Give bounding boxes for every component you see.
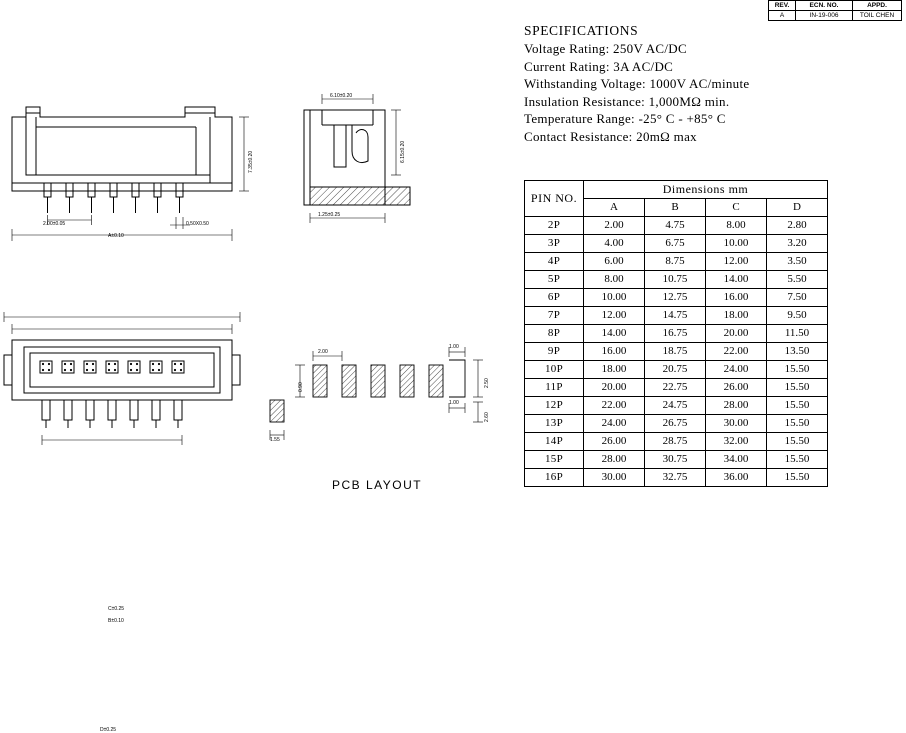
- cell-a: 26.00: [584, 433, 645, 451]
- cell-c: 10.00: [706, 235, 767, 253]
- dimensions-table-header-row-1: [525, 181, 828, 199]
- front-view-pin-dim: 0.50X0.50: [186, 221, 209, 227]
- cell-d: 3.20: [767, 235, 828, 253]
- cell-c: 16.00: [706, 289, 767, 307]
- cell-b: 28.75: [645, 433, 706, 451]
- cell-d: 9.50: [767, 307, 828, 325]
- cell-pin: 3P: [525, 235, 584, 253]
- pcb-layout-caption: PCB LAYOUT: [332, 478, 423, 492]
- cell-d: 3.50: [767, 253, 828, 271]
- cell-b: 16.75: [645, 325, 706, 343]
- cell-d: 15.50: [767, 361, 828, 379]
- cell-b: 26.75: [645, 415, 706, 433]
- revision-cell-ecn: IN-19-006: [796, 11, 853, 21]
- spec-voltage-rating: Voltage Rating: 250V AC/DC: [524, 41, 687, 56]
- cell-b: 4.75: [645, 217, 706, 235]
- cell-d: 7.50: [767, 289, 828, 307]
- spec-temperature-range: Temperature Range: -25° C - +85° C: [524, 111, 726, 126]
- side-view-base-dim: 1.25±0.25: [318, 212, 341, 218]
- side-view-height-dim: 6.15±0.20: [400, 140, 406, 163]
- cell-a: 22.00: [584, 397, 645, 415]
- dimensions-header-c: C: [706, 199, 767, 217]
- cell-c: 28.00: [706, 397, 767, 415]
- dimensions-header-group: Dimensions mm: [584, 181, 828, 199]
- cell-a: 8.00: [584, 271, 645, 289]
- cell-c: 18.00: [706, 307, 767, 325]
- revision-header-appd: APPD.: [853, 1, 902, 11]
- cell-pin: 5P: [525, 271, 584, 289]
- table-row: [525, 451, 828, 469]
- dimensions-header-a: A: [584, 199, 645, 217]
- pcb-right-bottom-dim: 2.60: [484, 412, 490, 422]
- cell-pin: 6P: [525, 289, 584, 307]
- cell-c: 32.00: [706, 433, 767, 451]
- cell-a: 6.00: [584, 253, 645, 271]
- cell-pin: 13P: [525, 415, 584, 433]
- spec-current-rating: Current Rating: 3A AC/DC: [524, 58, 674, 74]
- pcb-pitch-dim: 2.00: [318, 349, 328, 355]
- cell-a: 10.00: [584, 289, 645, 307]
- revision-block: [768, 0, 902, 21]
- table-row: [525, 415, 828, 433]
- table-row: [525, 307, 828, 325]
- cell-d: 13.50: [767, 343, 828, 361]
- table-row: [525, 361, 828, 379]
- front-view-height-dim: 7.35±0.20: [248, 150, 254, 173]
- table-row: [525, 253, 828, 271]
- table-row: [525, 271, 828, 289]
- front-view-pitch-dim: 2.00±0.05: [43, 221, 66, 227]
- bottom-view-c-dim: C±0.25: [108, 606, 125, 612]
- pcb-right-top-dim: 1.00: [449, 344, 459, 350]
- cell-a: 16.00: [584, 343, 645, 361]
- cell-pin: 9P: [525, 343, 584, 361]
- cell-c: 8.00: [706, 217, 767, 235]
- revision-cell-appd: TOIL CHEN: [853, 11, 902, 21]
- revision-row: [769, 11, 902, 21]
- specifications-title: SPECIFICATIONS: [524, 23, 639, 38]
- cell-b: 14.75: [645, 307, 706, 325]
- cell-c: 12.00: [706, 253, 767, 271]
- pcb-pad-width-dim: 0.90: [298, 382, 304, 392]
- cell-c: 14.00: [706, 271, 767, 289]
- cell-d: 2.80: [767, 217, 828, 235]
- spec-contact-resistance: Contact Resistance: 20mΩ max: [524, 128, 697, 144]
- cell-pin: 8P: [525, 325, 584, 343]
- revision-cell-rev: A: [769, 11, 796, 21]
- table-row: [525, 325, 828, 343]
- dimensions-header-pin-no: PIN NO.: [525, 181, 584, 217]
- cell-d: 15.50: [767, 469, 828, 487]
- cell-a: 28.00: [584, 451, 645, 469]
- pcb-layout-drawing: [250, 340, 510, 470]
- side-view-drawing: [290, 85, 440, 230]
- cell-d: 5.50: [767, 271, 828, 289]
- cell-c: 22.00: [706, 343, 767, 361]
- table-row: [525, 397, 828, 415]
- pcb-right-small-dim: 1.00: [449, 400, 459, 406]
- dimensions-header-b: B: [645, 199, 706, 217]
- cell-b: 30.75: [645, 451, 706, 469]
- table-row: [525, 235, 828, 253]
- cell-d: 15.50: [767, 451, 828, 469]
- bottom-view-drawing: [0, 295, 260, 733]
- cell-c: 20.00: [706, 325, 767, 343]
- cell-pin: 7P: [525, 307, 584, 325]
- cell-pin: 15P: [525, 451, 584, 469]
- cell-pin: 14P: [525, 433, 584, 451]
- cell-pin: 11P: [525, 379, 584, 397]
- cell-c: 30.00: [706, 415, 767, 433]
- cell-d: 15.50: [767, 415, 828, 433]
- specifications-block: [524, 22, 884, 145]
- cell-pin: 2P: [525, 217, 584, 235]
- table-row: [525, 379, 828, 397]
- cell-b: 22.75: [645, 379, 706, 397]
- cell-b: 10.75: [645, 271, 706, 289]
- spec-withstanding-voltage: Withstanding Voltage: 1000V AC/minute: [524, 76, 750, 91]
- cell-c: 36.00: [706, 469, 767, 487]
- cell-a: 18.00: [584, 361, 645, 379]
- spec-insulation-resistance: Insulation Resistance: 1,000MΩ min.: [524, 93, 730, 109]
- table-row: [525, 433, 828, 451]
- cell-b: 8.75: [645, 253, 706, 271]
- pcb-right-mid-dim: 2.50: [484, 378, 490, 388]
- cell-a: 4.00: [584, 235, 645, 253]
- revision-header-ecn: ECN. NO.: [796, 1, 853, 11]
- cell-b: 20.75: [645, 361, 706, 379]
- cell-a: 12.00: [584, 307, 645, 325]
- cell-a: 14.00: [584, 325, 645, 343]
- cell-c: 24.00: [706, 361, 767, 379]
- cell-d: 11.50: [767, 325, 828, 343]
- bottom-view-d-dim: D±0.25: [100, 727, 117, 733]
- table-row: [525, 469, 828, 487]
- cell-b: 32.75: [645, 469, 706, 487]
- cell-a: 24.00: [584, 415, 645, 433]
- cell-pin: 16P: [525, 469, 584, 487]
- cell-pin: 10P: [525, 361, 584, 379]
- cell-b: 12.75: [645, 289, 706, 307]
- cell-pin: 12P: [525, 397, 584, 415]
- revision-header-row: [769, 1, 902, 11]
- cell-b: 18.75: [645, 343, 706, 361]
- cell-c: 34.00: [706, 451, 767, 469]
- front-view-overall-dim: A±0.10: [108, 233, 124, 239]
- revision-header-rev: REV.: [769, 1, 796, 11]
- table-row: [525, 289, 828, 307]
- cell-d: 15.50: [767, 379, 828, 397]
- front-view-drawing: [0, 95, 260, 245]
- cell-b: 6.75: [645, 235, 706, 253]
- cell-d: 15.50: [767, 397, 828, 415]
- dimensions-header-d: D: [767, 199, 828, 217]
- cell-a: 30.00: [584, 469, 645, 487]
- cell-a: 2.00: [584, 217, 645, 235]
- cell-b: 24.75: [645, 397, 706, 415]
- table-row: [525, 343, 828, 361]
- bottom-view-b-dim: B±0.10: [108, 618, 124, 624]
- cell-a: 20.00: [584, 379, 645, 397]
- cell-c: 26.00: [706, 379, 767, 397]
- pcb-bottom-dim: 1.55: [270, 437, 280, 443]
- cell-d: 15.50: [767, 433, 828, 451]
- side-view-top-width-dim: 6.10±0.20: [330, 93, 353, 99]
- cell-pin: 4P: [525, 253, 584, 271]
- dimensions-table: [524, 180, 828, 487]
- table-row: [525, 217, 828, 235]
